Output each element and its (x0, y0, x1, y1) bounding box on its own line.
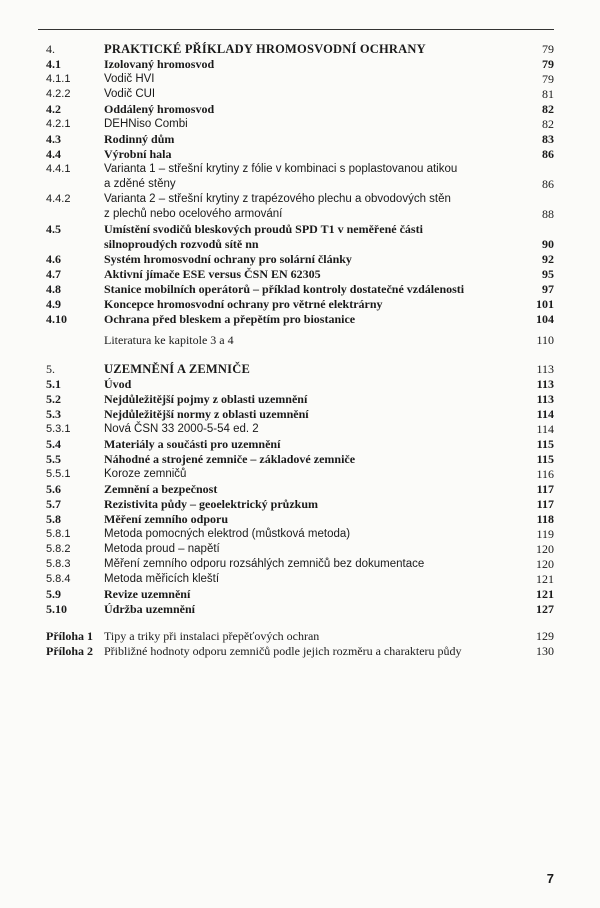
toc-entry (46, 482, 554, 497)
toc-entry-number: 5.9 (46, 587, 61, 601)
toc-entry-title: Varianta 1 – střešní krytiny z fólie v kombinaci s poplastovanou atikou (104, 163, 458, 175)
toc-entry-number: Příloha 1 (46, 629, 93, 643)
toc-entry-number: 4.7 (46, 267, 61, 281)
toc-entry-page: 120 (536, 542, 554, 556)
toc-entry-number: 5.4 (46, 437, 61, 451)
toc-entry-page: 79 (542, 42, 554, 56)
toc-entry-title: Měření zemního odporu rozsáhlých zemničů bez dokumentace (104, 558, 425, 570)
toc-entry-title: Varianta 2 – střešní krytiny z trapézového plechu a obvodových stěn (104, 193, 451, 205)
toc-chapter-5 (46, 362, 554, 617)
toc-entry-page: 117 (536, 482, 554, 496)
table-of-contents (46, 40, 554, 659)
toc-appendix-entry (46, 644, 554, 659)
toc-entry-page: 120 (536, 557, 554, 571)
toc-entry (46, 102, 554, 117)
toc-entry (46, 192, 554, 207)
toc-entry-page: 130 (536, 644, 554, 658)
toc-entry-number: 5.6 (46, 482, 61, 496)
toc-entry (46, 162, 554, 177)
toc-entry (46, 377, 554, 392)
toc-entry-page: 83 (542, 132, 554, 146)
toc-entry-page: 88 (542, 207, 554, 221)
toc-entry-page: 79 (542, 72, 554, 86)
page-number: 7 (546, 871, 554, 886)
toc-entry-title: z plechů nebo ocelového armování (104, 208, 283, 220)
toc-entry-title: Umístění svodičů bleskových proudů SPD T1 v neměřené části (104, 222, 423, 236)
toc-entry-number: 4.2 (46, 102, 61, 116)
toc-entry (46, 222, 554, 237)
toc-entry (46, 512, 554, 527)
toc-entry-number: 4.6 (46, 252, 61, 266)
toc-entry-title: UZEMNĚNÍ A ZEMNIČE (104, 362, 250, 376)
toc-entry (46, 147, 554, 162)
toc-entry-page: 115 (536, 452, 554, 466)
toc-entry (46, 527, 554, 542)
toc-entry (46, 542, 554, 557)
toc-entry-page: 113 (536, 362, 554, 376)
toc-entry (46, 362, 554, 377)
toc-entry (46, 282, 554, 297)
toc-entry-title: Rezistivita půdy – geoelektrický průzkum (104, 497, 318, 511)
toc-entry-title: Úvod (104, 377, 132, 391)
toc-entry-number: 5.3 (46, 407, 61, 421)
toc-entry (46, 207, 554, 222)
toc-entry (46, 437, 554, 452)
toc-entry-number: 5.1 (46, 377, 61, 391)
toc-entry-title: Koncepce hromosvodní ochrany pro větrné elektrárny (104, 297, 383, 311)
toc-entry-page: 110 (536, 333, 554, 347)
toc-entry-page: 90 (542, 237, 554, 251)
toc-chapter-4 (46, 42, 554, 327)
header-rule (38, 29, 554, 30)
toc-entry-number: 4.4.1 (46, 163, 71, 175)
toc-appendices (46, 629, 554, 659)
toc-entry (46, 422, 554, 437)
toc-entry-title: Náhodné a strojené zemniče – základové zemniče (104, 452, 356, 466)
toc-entry (46, 587, 554, 602)
toc-entry-number: Příloha 2 (46, 644, 93, 658)
toc-entry-number: 4.9 (46, 297, 61, 311)
toc-entry-page: 81 (542, 87, 554, 101)
toc-entry (46, 557, 554, 572)
toc-entry (46, 42, 554, 57)
toc-entry-title: Metoda měřicích kleští (104, 573, 220, 585)
toc-entry-page: 115 (536, 437, 554, 451)
toc-entry-title: Koroze zemničů (104, 468, 187, 480)
toc-entry-title: Aktivní jímače ESE versus ČSN EN 62305 (104, 267, 321, 281)
toc-entry-title: Tipy a triky při instalaci přepěťových ochran (104, 629, 320, 643)
toc-entry-page: 101 (536, 297, 554, 311)
toc-entry-title: Stanice mobilních operátorů – příklad kontroly dostatečné vzdálenosti (104, 282, 465, 296)
toc-entry (46, 72, 554, 87)
toc-entry-page: 114 (536, 407, 554, 421)
toc-entry-title: Revize uzemnění (104, 587, 191, 601)
toc-entry-title: Materiály a součásti pro uzemnění (104, 437, 281, 451)
toc-entry (46, 312, 554, 327)
toc-entry-number: 5.2 (46, 392, 61, 406)
toc-entry-number: 5.8.2 (46, 543, 71, 555)
toc-entry-page: 114 (536, 422, 554, 436)
toc-entry-page: 79 (542, 57, 554, 71)
toc-entry-number: 5.7 (46, 497, 61, 511)
toc-entry-number: 5.8.4 (46, 573, 71, 585)
toc-appendix-entry (46, 629, 554, 644)
toc-entry-page: 121 (536, 572, 554, 586)
toc-entry-number: 4.2.2 (46, 88, 71, 100)
toc-entry (46, 392, 554, 407)
toc-entry (46, 267, 554, 282)
toc-entry-number: 5.5 (46, 452, 61, 466)
toc-entry-title: Zemnění a bezpečnost (104, 482, 218, 496)
toc-entry-number: 4.2.1 (46, 118, 71, 130)
toc-entry-number: 4.1 (46, 57, 61, 71)
toc-entry-page: 113 (536, 377, 554, 391)
toc-entry-title: Výrobní hala (104, 147, 172, 161)
toc-entry-page: 116 (536, 467, 554, 481)
toc-entry-page: 104 (536, 312, 554, 326)
toc-entry-title: silnoproudých rozvodů sítě nn (104, 237, 259, 251)
toc-entry-title: Nová ČSN 33 2000-5-54 ed. 2 (104, 423, 259, 435)
toc-entry-page: 118 (536, 512, 554, 526)
toc-entry (46, 497, 554, 512)
toc-entry-number: 4.8 (46, 282, 61, 296)
toc-entry-number: 5.8.3 (46, 558, 71, 570)
toc-entry-page: 82 (542, 117, 554, 131)
toc-entry (46, 467, 554, 482)
toc-entry-title: a zděné stěny (104, 178, 176, 190)
toc-entry-page: 95 (542, 267, 554, 281)
toc-entry-page: 117 (536, 497, 554, 511)
toc-entry-title: Oddálený hromosvod (104, 102, 215, 116)
toc-entry-title: Vodič HVI (104, 73, 155, 85)
toc-entry (46, 87, 554, 102)
toc-entry-title: Rodinný dům (104, 132, 175, 146)
toc-entry (46, 252, 554, 267)
toc-entry-number: 5.10 (46, 602, 67, 616)
toc-entry (46, 177, 554, 192)
toc-entry-title: Nejdůležitější normy z oblasti uzemnění (104, 407, 309, 421)
toc-entry-page: 129 (536, 629, 554, 643)
toc-entry (46, 452, 554, 467)
toc-entry-literature (46, 333, 554, 348)
toc-entry-number: 5.8.1 (46, 528, 71, 540)
toc-entry-title: Izolovaný hromosvod (104, 57, 215, 71)
toc-entry-number: 4.10 (46, 312, 67, 326)
toc-entry-number: 4. (46, 42, 55, 56)
toc-entry-number: 4.4.2 (46, 193, 71, 205)
toc-entry-number: 5.5.1 (46, 468, 71, 480)
toc-entry (46, 132, 554, 147)
toc-entry (46, 297, 554, 312)
toc-entry-title: Vodič CUI (104, 88, 156, 100)
toc-entry-number: 5.8 (46, 512, 61, 526)
toc-entry-number: 4.4 (46, 147, 61, 161)
toc-entry-number: 4.1.1 (46, 73, 71, 85)
toc-entry-page: 97 (542, 282, 554, 296)
toc-entry-title: Přibližné hodnoty odporu zemničů podle jejich rozměru a charakteru půdy (104, 644, 462, 658)
toc-entry-page: 86 (542, 177, 554, 191)
toc-entry-page: 92 (542, 252, 554, 266)
toc-entry (46, 237, 554, 252)
toc-entry-title: Nejdůležitější pojmy z oblasti uzemnění (104, 392, 308, 406)
toc-entry-page: 113 (536, 392, 554, 406)
toc-entry-page: 86 (542, 147, 554, 161)
toc-entry-title: Literatura ke kapitole 3 a 4 (104, 333, 234, 347)
toc-entry-number: 4.5 (46, 222, 61, 236)
toc-entry (46, 407, 554, 422)
toc-entry-page: 119 (536, 527, 554, 541)
toc-entry-title: PRAKTICKÉ PŘÍKLADY HROMOSVODNÍ OCHRANY (104, 42, 426, 56)
toc-entry-page: 127 (536, 602, 554, 616)
toc-entry-title: Metoda proud – napětí (104, 543, 220, 555)
toc-entry (46, 572, 554, 587)
toc-entry-number: 5. (46, 362, 55, 376)
toc-entry-title: Ochrana před bleskem a přepětím pro biostanice (104, 312, 356, 326)
toc-entry (46, 117, 554, 132)
toc-entry (46, 57, 554, 72)
toc-entry (46, 602, 554, 617)
toc-entry-number: 5.3.1 (46, 423, 71, 435)
toc-entry-number: 4.3 (46, 132, 61, 146)
toc-entry-title: Údržba uzemnění (104, 602, 195, 616)
toc-entry-title: DEHNiso Combi (104, 118, 188, 130)
toc-entry-title: Metoda pomocných elektrod (můstková metoda) (104, 528, 351, 540)
toc-entry-page: 121 (536, 587, 554, 601)
toc-entry-title: Systém hromosvodní ochrany pro solární články (104, 252, 352, 266)
toc-entry-title: Měření zemního odporu (104, 512, 228, 526)
toc-entry-page: 82 (542, 102, 554, 116)
